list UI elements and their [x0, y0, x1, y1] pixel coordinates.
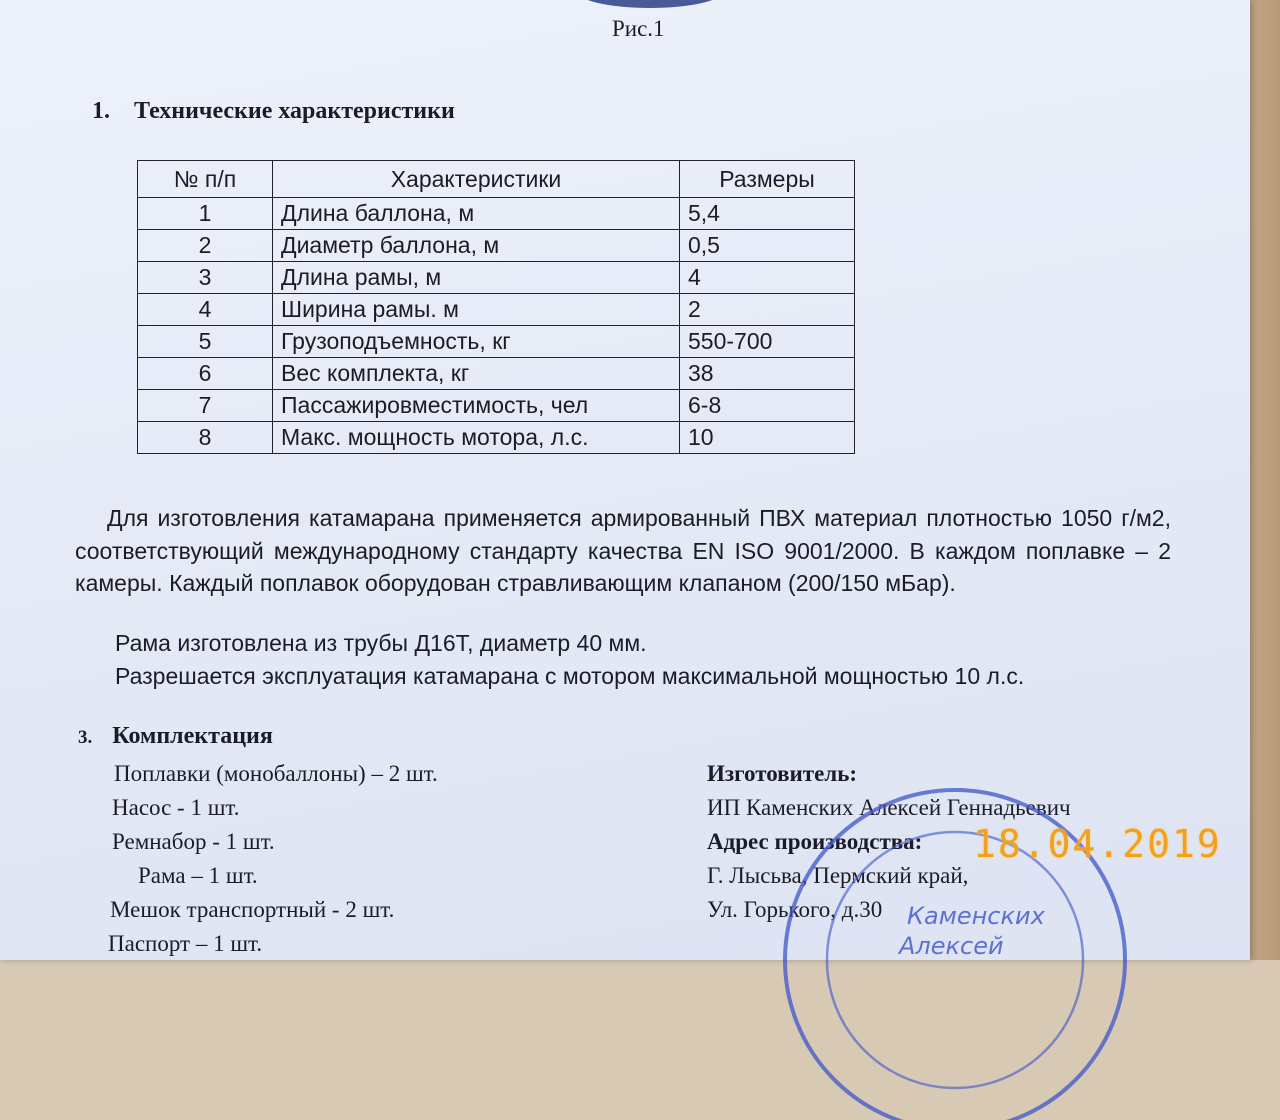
list-item: Паспорт – 1 шт. [108, 931, 263, 956]
table-row [138, 422, 855, 454]
photo-date-stamp: 18.04.2019 [973, 822, 1222, 866]
list-item: Насос - 1 шт. [112, 795, 240, 820]
row-num: 7 [138, 390, 273, 422]
table-row [138, 230, 855, 262]
top-figure-fragment [575, 0, 725, 8]
row-name: Диаметр баллона, м [273, 230, 680, 262]
table-row [138, 294, 855, 326]
section-3-number: 3. [78, 727, 93, 748]
address-label: Адрес производства: [707, 829, 923, 854]
section-1-heading [92, 98, 455, 125]
spec-table [137, 160, 855, 454]
table-row [138, 262, 855, 294]
row-value: 6-8 [680, 390, 855, 422]
header-characteristics: Характеристики [273, 161, 680, 198]
address-street: Ул. Горького, д.30 [707, 897, 883, 922]
row-name: Макс. мощность мотора, л.с. [273, 422, 680, 454]
figure-caption: Рис.1 [612, 16, 665, 41]
frame-paragraph: Рама изготовлена из трубы Д16Т, диаметр 40 мм. [115, 630, 647, 656]
row-value: 5,4 [680, 198, 855, 230]
manufacturer-label: Изготовитель: [707, 761, 858, 786]
row-value: 10 [680, 422, 855, 454]
row-name: Пассажировместимость, чел [273, 390, 680, 422]
row-value: 550-700 [680, 326, 855, 358]
table-row [138, 358, 855, 390]
section-1-number: 1. [92, 98, 110, 124]
list-item: Рама – 1 шт. [138, 863, 258, 888]
row-name: Вес комплекта, кг [273, 358, 680, 390]
table-row [138, 326, 855, 358]
row-num: 4 [138, 294, 273, 326]
kit-list [108, 757, 438, 961]
list-item: Мешок транспортный - 2 шт. [110, 897, 395, 922]
row-num: 6 [138, 358, 273, 390]
row-num: 1 [138, 198, 273, 230]
row-name: Грузоподъемность, кг [273, 326, 680, 358]
row-num: 3 [138, 262, 273, 294]
table-header-row [138, 161, 855, 198]
row-name: Длина рамы, м [273, 262, 680, 294]
seal-text-line2: Алексей [899, 932, 1004, 960]
motor-paragraph: Разрешается эксплуатация катамарана с мотором максимальной мощностью 10 л.с. [115, 663, 1025, 689]
header-size: Размеры [680, 161, 855, 198]
address-city: Г. Лысьва, Пермский край, [707, 863, 969, 888]
row-value: 4 [680, 262, 855, 294]
table-row [138, 198, 855, 230]
list-item: Поплавки (монобаллоны) – 2 шт. [114, 761, 438, 786]
row-num: 2 [138, 230, 273, 262]
row-num: 5 [138, 326, 273, 358]
row-name: Ширина рамы. м [273, 294, 680, 326]
table-row [138, 390, 855, 422]
manufacturer-name: ИП Каменских Алексей Геннадьевич [707, 795, 1071, 820]
section-3-heading [78, 723, 273, 750]
row-value: 2 [680, 294, 855, 326]
section-3-title: Комплектация [112, 723, 273, 749]
section-1-title: Технические характеристики [134, 98, 455, 124]
list-item: Ремнабор - 1 шт. [112, 829, 275, 854]
row-num: 8 [138, 422, 273, 454]
row-value: 38 [680, 358, 855, 390]
seal-text-line1: Каменских [907, 902, 1045, 930]
row-name: Длина баллона, м [273, 198, 680, 230]
material-paragraph: Для изготовления катамарана применяется армированный ПВХ материал плотностью 1050 г/м2, соответствующий международному стандарту качества EN ISO 9001/2000. В каждом поплавке – 2 камеры. Каждый поплавок оборудован стравливающим клапаном (200/150 мБар). [75, 505, 1171, 596]
row-value: 0,5 [680, 230, 855, 262]
header-num: № п/п [138, 161, 273, 198]
